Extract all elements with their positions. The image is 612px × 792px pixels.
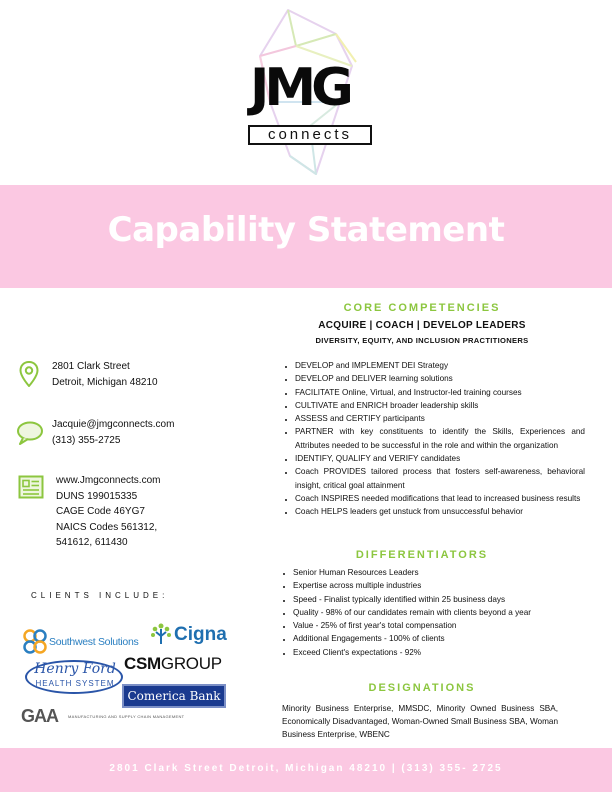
- cigna-tree-icon: [150, 622, 172, 646]
- document-icon: [18, 475, 44, 499]
- core-item: • Coach PROVIDES tailored process that fosters self-awareness, behavioral insight, critical goal attainment: [295, 465, 585, 492]
- logo-wordmark: JMG: [250, 58, 349, 118]
- map-pin-icon: [19, 361, 39, 387]
- clients-label: CLIENTS INCLUDE:: [31, 591, 169, 600]
- core-subheading-dei: DIVERSITY, EQUITY, AND INCLUSION PRACTITIONERS: [315, 336, 529, 345]
- differentiators-list: [279, 566, 583, 659]
- southwest-solutions-logo-icon: [21, 628, 49, 656]
- naics-codes-line1: NAICS Codes 561312,: [56, 521, 158, 533]
- footer-address: 2801 Clark Street Detroit, Michigan 48210 | (313) 355- 2725: [109, 763, 503, 774]
- csm-group-logo: [124, 654, 222, 674]
- diff-item: • Expertise across multiple industries: [293, 579, 583, 592]
- chat-bubble-icon: [16, 421, 44, 445]
- core-item: • IDENTIFY, QUALIFY and VERIFY candidates: [295, 452, 585, 465]
- address-line1: 2801 Clark Street: [52, 361, 130, 372]
- diff-item: • Value - 25% of first year's total compensation: [293, 619, 583, 632]
- gaa-logo-subtitle: MANUFACTURING AND SUPPLY CHAIN MANAGEMENT: [68, 714, 185, 719]
- diff-item: • Senior Human Resources Leaders: [293, 566, 583, 579]
- core-item: • DEVELOP and DELIVER learning solutions: [295, 372, 585, 385]
- differentiators-heading: DIFFERENTIATORS: [355, 549, 489, 561]
- core-item: • ASSESS and CERTIFY participants: [295, 412, 585, 425]
- logo-tagline: connects: [248, 125, 372, 145]
- naics-codes-line2: 541612, 611430: [56, 537, 128, 548]
- email-phone-block: [52, 417, 174, 448]
- comerica-bank-logo: Comerica Bank: [122, 684, 226, 708]
- designations-heading: DESIGNATIONS: [368, 682, 476, 694]
- henry-ford-name: Henry Ford: [34, 661, 116, 677]
- diff-item: • Speed - Finalist typically identified within 25 business days: [293, 593, 583, 606]
- company-info-block: [56, 473, 160, 551]
- core-competencies-heading: CORE COMPETENCIES: [343, 302, 501, 314]
- diff-item: • Additional Engagements - 100% of clients: [293, 632, 583, 645]
- cage-code: CAGE Code 46YG7: [56, 506, 145, 517]
- duns-number: DUNS 199015335: [56, 490, 138, 502]
- address-line2: Detroit, Michigan 48210: [52, 376, 158, 388]
- csm-group-rest: GROUP: [160, 654, 222, 673]
- core-item: • FACILITATE Online, Virtual, and Instructor-led training courses: [295, 386, 585, 399]
- csm-group-bold: CSM: [124, 654, 161, 673]
- core-competencies-list: [281, 359, 585, 519]
- core-item: • CULTIVATE and ENRICH broader leadership skills: [295, 399, 585, 412]
- diff-item: • Exceed Client's expectations - 92%: [293, 646, 583, 659]
- southwest-solutions-logo: Southwest Solutions: [49, 636, 139, 648]
- diff-item: • Quality - 98% of our candidates remain with clients beyond a year: [293, 606, 583, 619]
- email-link[interactable]: Jacquie@jmgconnects.com: [52, 419, 175, 430]
- core-subheading: ACQUIRE | COACH | DEVELOP LEADERS: [318, 320, 526, 331]
- core-item: • DEVELOP and IMPLEMENT DEI Strategy: [295, 359, 585, 372]
- website-link[interactable]: www.Jmgconnects.com: [56, 475, 161, 486]
- designations-text: Minority Business Enterprise, MMSDC, Minority Owned Business SBA, Economically Disadvantaged, Woman-Owned Small Business SBA, Woman Business Enterprise, WBENC: [282, 704, 558, 739]
- page-title: Capability Statement: [107, 210, 505, 250]
- henry-ford-subtitle: HEALTH SYSTEM: [35, 679, 115, 688]
- phone-number: (313) 355-2725: [52, 434, 121, 446]
- core-item: • Coach HELPS leaders get unstuck from unsuccessful behavior: [295, 505, 585, 518]
- core-item: • PARTNER with key constituents to identify the Skills, Experiences and Attributes needed to be successful in the role and within the organization: [295, 425, 585, 452]
- core-item: • Coach INSPIRES needed modifications that lead to increased business results: [295, 492, 585, 505]
- gaa-logo: GAA: [21, 706, 58, 726]
- address-block: [52, 359, 158, 390]
- cigna-logo: Cigna: [174, 624, 227, 645]
